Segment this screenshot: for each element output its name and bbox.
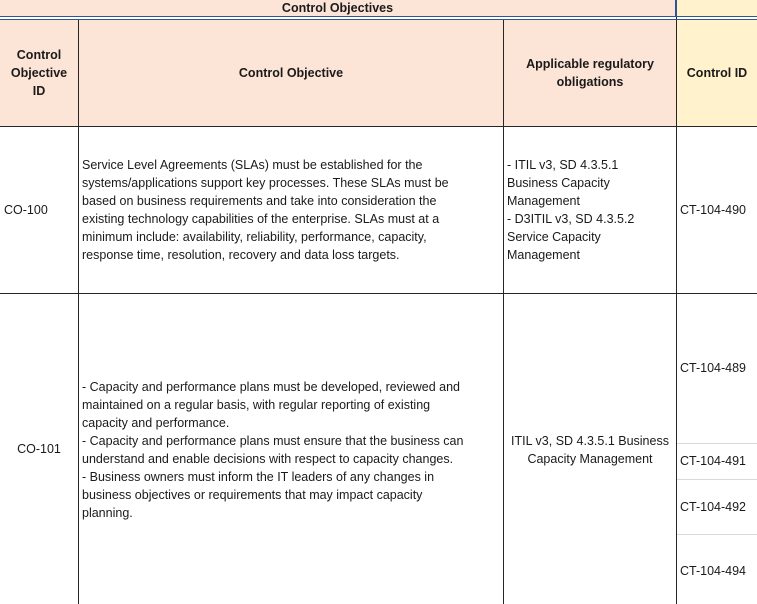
header-control-objective-text: Control Objective <box>238 66 344 80</box>
control-id-value: CT-104-492 <box>680 500 747 514</box>
obligations-text: - ITIL v3, SD 4.3.5.1 Business Capacity Management - D3ITIL v3, SD 4.3.5.2 Service Capacity Management <box>507 158 635 262</box>
grid-line <box>677 443 757 444</box>
control-id-value: CT-104-491 <box>680 454 747 468</box>
control-id-value: CT-104-489 <box>680 361 747 375</box>
grid-line <box>0 293 757 294</box>
table-row-co-101-control-id-3[interactable] <box>680 498 757 516</box>
control-id-value: CT-104-494 <box>680 564 747 578</box>
table-row-co-101-control-id-4[interactable] <box>680 562 757 580</box>
sheet-title[interactable] <box>0 0 677 17</box>
grid-line <box>677 534 757 535</box>
table-row-co-100-objective[interactable] <box>82 127 502 293</box>
objective-text: - Capacity and performance plans must be developed, reviewed and maintained on a regular basis, with regular reporting of existing capacity and performance. - Capacity and performance plans must ensure that the business can understand and enable decisions with respect to capacity changes. - Business owners must inform the IT leaders of any changes in business objectives or requirements that may impact capacity planning. <box>82 380 464 520</box>
grid-line <box>0 19 757 20</box>
table-row-co-100-id[interactable] <box>4 127 78 293</box>
grid-line <box>676 17 677 604</box>
objective-id-value: CO-100 <box>4 203 48 217</box>
objective-text: Service Level Agreements (SLAs) must be established for the systems/applications support key processes. These SLAs must be based on business requirements and take into consideration the existing technology capabilities of the enterprise. SLAs must at a minimum include: availability, reliability, performance, capacity, response time, resolution, recovery and data loss targets. <box>82 158 449 262</box>
header-control-objective[interactable] <box>79 20 503 126</box>
table-row-co-101-control-id-1[interactable] <box>680 359 757 377</box>
header-regulatory-obligations[interactable] <box>504 20 676 126</box>
header-control-objective-id-text: Control Objective ID <box>10 48 68 98</box>
header-regulatory-obligations-text: Applicable regulatory obligations <box>526 57 654 89</box>
header-control-objective-id[interactable] <box>0 20 78 126</box>
header-control-id-text: Control ID <box>686 66 748 80</box>
control-id-value: CT-104-490 <box>680 203 747 217</box>
table-row-co-101-objective[interactable] <box>82 378 502 528</box>
objective-id-value: CO-101 <box>17 442 61 456</box>
title-band-empty-cell[interactable] <box>677 0 757 17</box>
grid-line <box>503 20 504 604</box>
table-row-co-100-obligations[interactable] <box>507 127 675 293</box>
grid-line <box>677 479 757 480</box>
table-row-co-101-id[interactable] <box>0 294 78 604</box>
table-row-co-101-control-id-2[interactable] <box>680 452 757 470</box>
grid-line <box>78 20 79 604</box>
table-row-co-100-control-id[interactable] <box>680 127 757 293</box>
header-control-id[interactable] <box>677 20 757 126</box>
table-row-co-101-obligations[interactable] <box>504 432 676 472</box>
obligations-text: ITIL v3, SD 4.3.5.1 Business Capacity Management <box>511 434 669 466</box>
sheet-title-text: Control Objectives <box>281 1 394 15</box>
